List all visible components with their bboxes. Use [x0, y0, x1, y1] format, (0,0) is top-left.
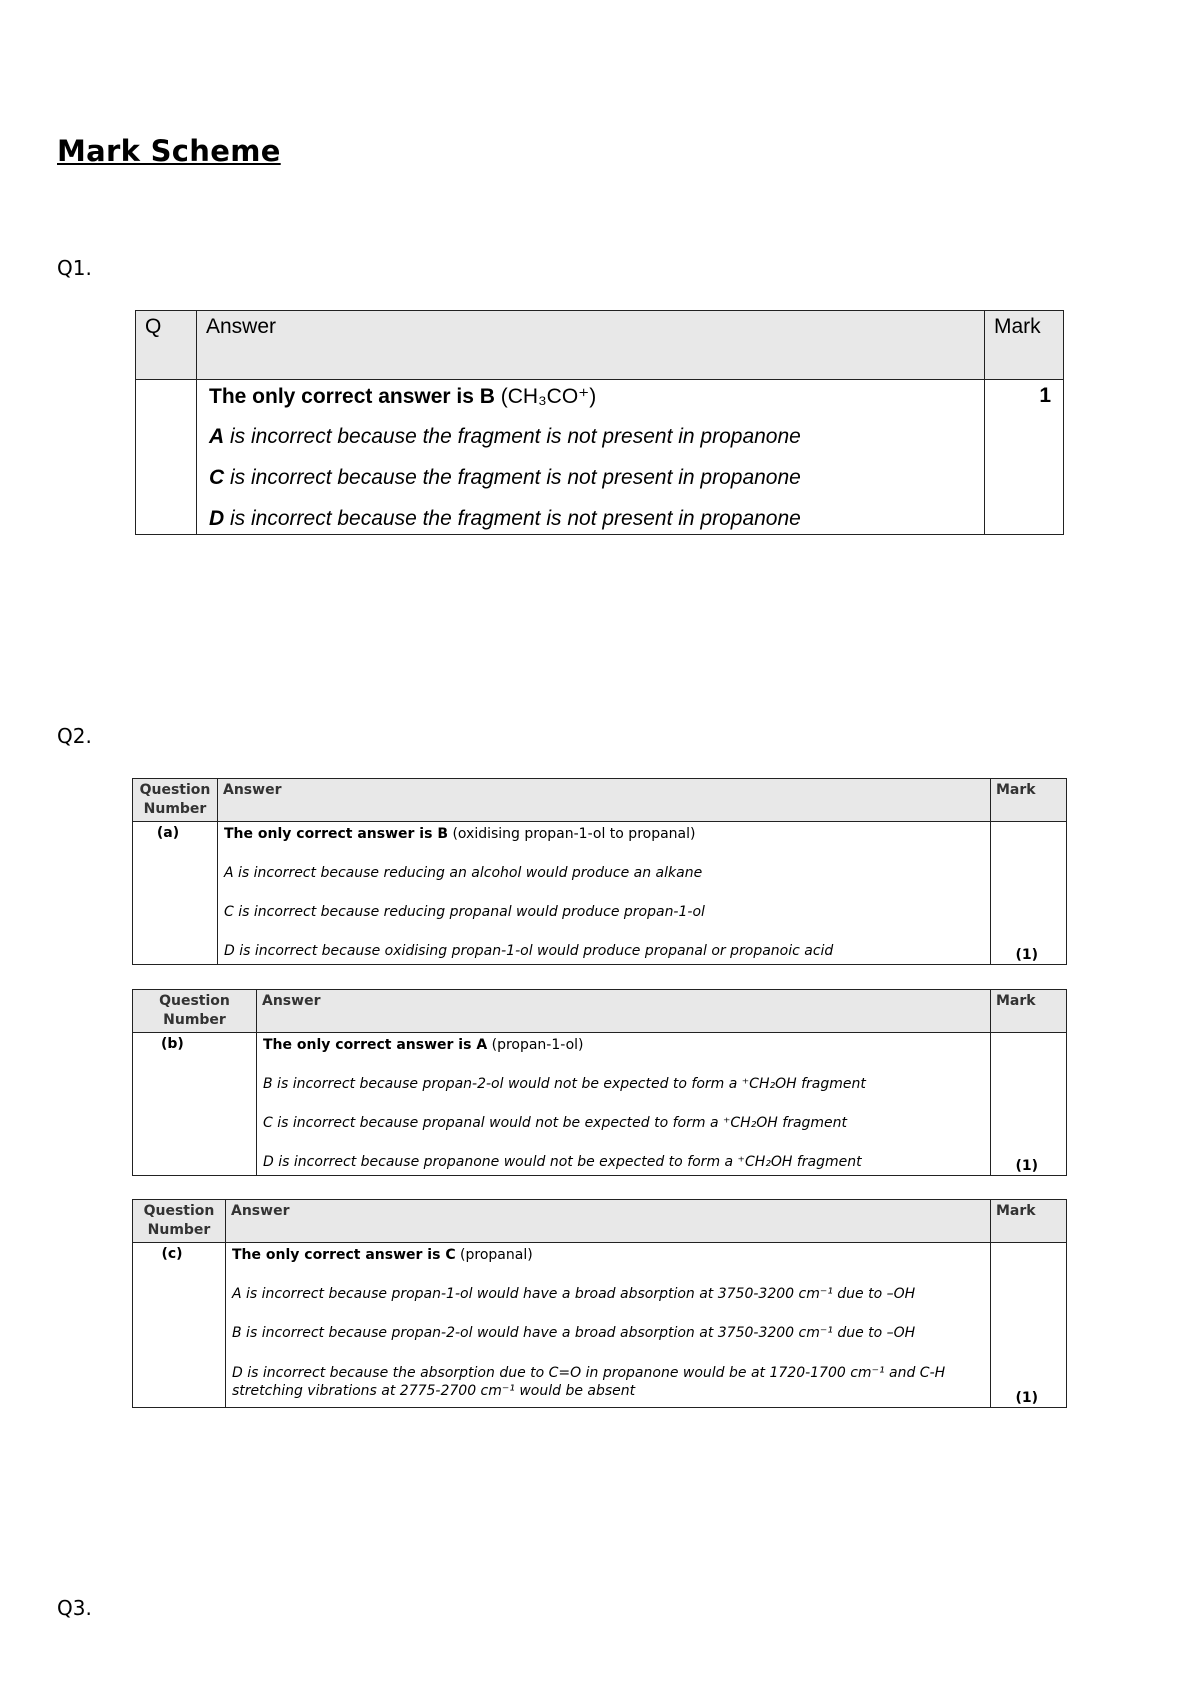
table-row: [136, 380, 1064, 535]
q1-mark-table: [135, 310, 1064, 535]
question-number-cell: (a): [133, 822, 218, 965]
header-mark: Mark: [991, 990, 1067, 1033]
distractor-line: A is incorrect because reducing an alcohol would produce an alkane: [224, 865, 703, 881]
correct-answer-detail: (propanal): [455, 1247, 533, 1263]
mark-cell: 1: [985, 380, 1064, 535]
header-answer: Answer: [197, 311, 985, 380]
table-row: [133, 822, 1067, 965]
header-question-number: Question Number: [133, 779, 218, 822]
page-title: Mark Scheme: [57, 134, 281, 168]
distractor-line: [209, 466, 972, 489]
header-mark: Mark: [991, 1200, 1067, 1243]
correct-answer-detail: (oxidising propan-1-ol to propanal): [448, 826, 696, 842]
header-question-number: Question Number: [133, 990, 257, 1033]
correct-answer-line: [232, 1247, 984, 1264]
header-mark: Mark: [985, 311, 1064, 380]
distractor-text: is incorrect because the fragment is not present in propanone: [224, 466, 801, 489]
question-number-cell: (c): [133, 1243, 226, 1408]
distractor-line: B is incorrect because propan-2-ol would have a broad absorption at 3750-3200 cm⁻¹ due to –OH: [232, 1325, 916, 1341]
distractor-line: [209, 507, 972, 530]
question-number-cell: (b): [133, 1033, 257, 1176]
distractor-line: D is incorrect because propanone would not be expected to form a ⁺CH₂OH fragment: [263, 1154, 862, 1170]
question-cell: [136, 380, 197, 535]
header-q: Q: [136, 311, 197, 380]
distractor-line: C is incorrect because reducing propanal would produce propan-1-ol: [224, 904, 705, 920]
distractor-line: [209, 425, 972, 448]
table-row: [133, 1243, 1067, 1408]
table-header-row: [133, 779, 1067, 822]
distractor-line: D is incorrect because the absorption due to C=O in propanone would be at 1720-1700 cm⁻¹ and C-H stretching vibrations at 2775-2700 cm⁻¹ would be absent: [232, 1365, 946, 1399]
header-answer: Answer: [257, 990, 991, 1033]
correct-answer-detail: (propan-1-ol): [487, 1037, 584, 1053]
q2c-mark-table: [132, 1199, 1067, 1408]
mark-cell: [991, 822, 1067, 965]
correct-answer-bold: The only correct answer is A: [263, 1037, 488, 1053]
correct-answer-detail: (CH₃CO⁺): [494, 385, 597, 408]
header-answer: Answer: [226, 1200, 991, 1243]
correct-answer-line: [263, 1037, 984, 1054]
q2a-mark-table: [132, 778, 1067, 965]
distractor-line: D is incorrect because oxidising propan-1-ol would produce propanal or propanoic acid: [224, 943, 834, 959]
table-header-row: [133, 1200, 1067, 1243]
distractor-line: B is incorrect because propan-2-ol would not be expected to form a ⁺CH₂OH fragment: [263, 1076, 866, 1092]
distractor-text: is incorrect because the fragment is not present in propanone: [224, 425, 801, 448]
correct-answer-bold: The only correct answer is B: [224, 826, 448, 842]
question-label-q2: Q2.: [57, 724, 92, 748]
header-question-number: Question Number: [133, 1200, 226, 1243]
distractor-letter: A: [209, 425, 225, 448]
distractor-line: A is incorrect because propan-1-ol would have a broad absorption at 3750-3200 cm⁻¹ due to –OH: [232, 1286, 916, 1302]
correct-answer-bold: The only correct answer is B: [209, 385, 495, 408]
question-label-q1: Q1.: [57, 256, 92, 280]
distractor-letter: C: [209, 466, 225, 489]
mark-value: (1): [1015, 1158, 1038, 1174]
correct-answer-bold: The only correct answer is C: [232, 1247, 456, 1263]
answer-cell: [218, 822, 991, 965]
mark-cell: [991, 1243, 1067, 1408]
distractor-line: C is incorrect because propanal would not be expected to form a ⁺CH₂OH fragment: [263, 1115, 848, 1131]
header-answer: Answer: [218, 779, 991, 822]
question-label-q3: Q3.: [57, 1596, 92, 1620]
answer-cell: [257, 1033, 991, 1176]
distractor-text: is incorrect because the fragment is not present in propanone: [224, 507, 801, 530]
distractor-letter: D: [209, 507, 225, 530]
table-header-row: [136, 311, 1064, 380]
mark-cell: [991, 1033, 1067, 1176]
answer-cell: [226, 1243, 991, 1408]
table-header-row: [133, 990, 1067, 1033]
correct-answer-line: [224, 826, 984, 843]
header-mark: Mark: [991, 779, 1067, 822]
mark-value: (1): [1015, 1390, 1038, 1406]
table-row: [133, 1033, 1067, 1176]
correct-answer-line: [209, 385, 972, 408]
answer-cell: [197, 380, 985, 535]
q2b-mark-table: [132, 989, 1067, 1176]
mark-value: (1): [1015, 947, 1038, 963]
